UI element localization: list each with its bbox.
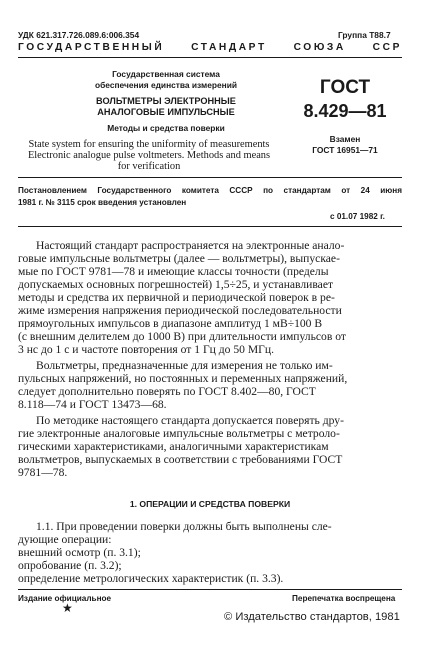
section-1-line-3: внешний осмотр (п. 3.1);	[18, 546, 141, 559]
section-1-line-2: дующие операции:	[18, 533, 112, 546]
publisher-copyright: © Издательство стандартов, 1981	[224, 611, 400, 623]
p3-line-3: гическими характеристиками, аналогичными характеристикам	[18, 440, 329, 453]
decree-rule	[18, 226, 402, 227]
star-icon: ★	[62, 601, 73, 615]
udk-code: УДК 621.317.726.089.6:006.354	[18, 30, 140, 40]
p3-line-4: вольтметров, выпускаемых в соответствии с требованиями ГОСТ	[18, 453, 343, 466]
decree-line-2: 1981 г. № 3115 срок введения установлен	[18, 198, 187, 207]
p2-line-1: Вольтметры, предназначенные для измерения не только им-	[36, 359, 333, 372]
footer-rule	[18, 589, 402, 590]
standard-banner: ГОСУДАРСТВЕННЫЙ СТАНДАРТ СОЮЗА ССР	[18, 42, 402, 53]
official-edition: Издание официальное	[18, 594, 112, 603]
section-1-heading: 1. ОПЕРАЦИИ И СРЕДСТВА ПОВЕРКИ	[129, 499, 291, 509]
p1-line-3: мые по ГОСТ 9781—78 и имеющие классы точности (пределы	[18, 265, 329, 278]
p1-line-7: прямоугольных импульсов в диапазоне амплитуд 1 мВ÷100 В	[18, 317, 323, 330]
header-rule	[18, 57, 402, 58]
group-code: Группа Т88.7	[338, 30, 391, 40]
section-1-line-5: определение метрологических характеристик (п. 3.3).	[18, 572, 284, 585]
system-line-1: Государственная система	[112, 69, 220, 79]
effective-date: с 01.07 1982 г.	[330, 212, 385, 221]
p2-line-4: 8.118—74 и ГОСТ 13473—68.	[18, 398, 167, 411]
english-title-line-1: State system for ensuring the uniformity of measurements	[28, 139, 270, 150]
p1-line-8: (с внешним делителем до 1000 В) при длительности импульсов от	[18, 330, 346, 343]
p1-line-4: допускаемых основных погрешностей) 1,5÷25, и устанавливает	[18, 278, 334, 291]
decree-line-1: Постановлением Государственного комитета СССР по стандартам от 24 июня	[18, 186, 402, 195]
p2-line-3: следует дополнительно поверять по ГОСТ 8.402—80, ГОСТ	[18, 385, 316, 398]
gost-label: ГОСТ	[319, 77, 371, 98]
p3-line-2: гие электронные аналоговые импульсные вольтметры с метроло-	[18, 427, 340, 440]
p3-line-5: 9781—78.	[18, 466, 68, 479]
p1-line-2: говые импульсные вольтметры (далее — вольтметры), выпускае-	[18, 252, 340, 265]
p1-line-6: жиме измерения напряжения периодической последовательности	[18, 304, 342, 317]
replaces-label: Взамен	[329, 134, 361, 144]
reprint-forbidden: Перепечатка воспрещена	[292, 594, 396, 603]
subtitle: Методы и средства поверки	[107, 123, 225, 133]
p1-line-5: методы и средства их первичной и периодической поверок в ре-	[18, 291, 335, 304]
english-title-line-2: Electronic analogue pulse voltmeters. Methods and means	[27, 150, 271, 161]
p3-line-1: По методике настоящего стандарта допускается поверять дру-	[36, 414, 344, 427]
section-1-line-1: 1.1. При проведении поверки должны быть выполнены сле-	[36, 520, 332, 533]
gost-number: 8.429—81	[303, 101, 387, 121]
title-line-2: АНАЛОГОВЫЕ ИМПУЛЬСНЫЕ	[97, 107, 235, 117]
system-line-2: обеспечения единства измерений	[95, 80, 237, 90]
section-1-line-4: опробование (п. 3.2);	[18, 559, 122, 572]
title-line-1: ВОЛЬТМЕТРЫ ЭЛЕКТРОННЫЕ	[96, 96, 236, 106]
p1-line-9: 3 нс до 1 с и частоте повторения от 1 Гц до 50 МГц.	[18, 343, 274, 356]
p1-line-1: Настоящий стандарт распространяется на электронные анало-	[36, 239, 345, 252]
title-block-rule	[18, 177, 402, 178]
replaces-value: ГОСТ 16951—71	[312, 145, 378, 155]
p2-line-2: пульсных напряжений, но постоянных и переменных напряжений,	[18, 372, 348, 385]
english-title-line-3: for verification	[117, 161, 181, 172]
